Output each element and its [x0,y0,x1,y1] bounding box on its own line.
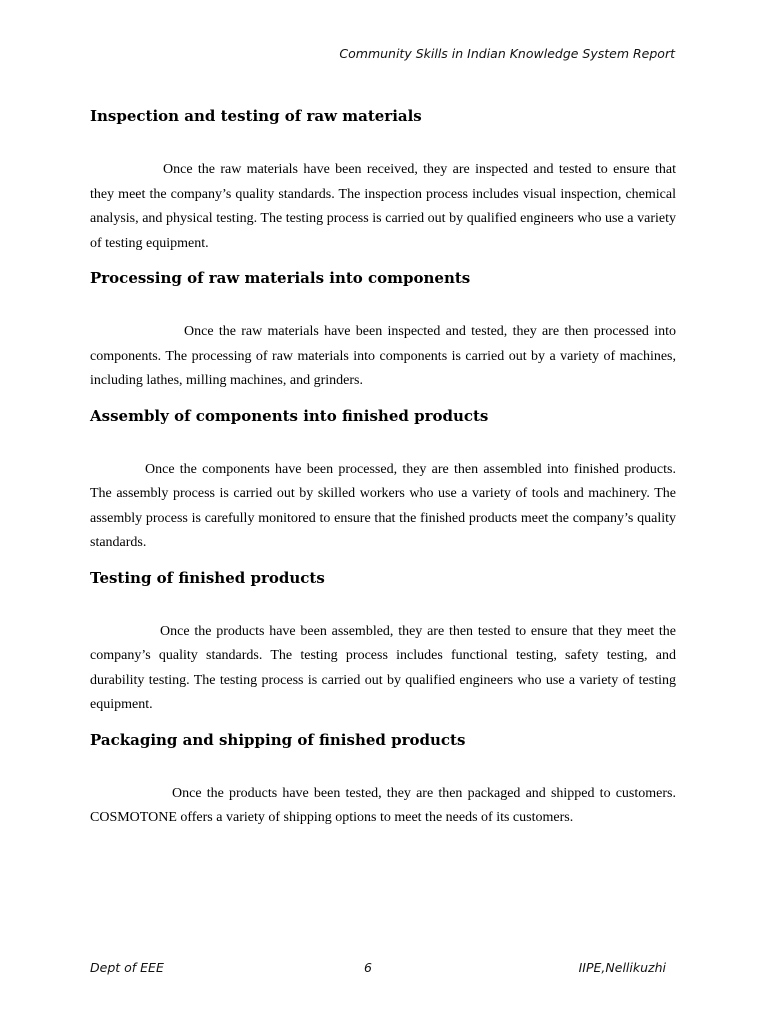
section-testing [90,566,676,718]
section-heading: Assembly of components into finished products [90,406,489,425]
section-paragraph: Once the raw materials have been received, they are inspected and tested to ensure that they meet the company’s quality standards. The inspection process includes visual inspection, chemical analysis, and physical testing. The testing process is carried out by qualified engineers who use a variety of testing equipment. [90,162,676,251]
footer-department: Dept of EEE [90,960,164,975]
section-heading: Packaging and shipping of finished products [90,730,466,749]
section-paragraph: Once the products have been assembled, they are then tested to ensure that they meet the company’s quality standards. The testing process includes functional testing, safety testing, and durability testing. The testing process is carried out by qualified engineers who use a variety of testing equipment. [90,623,676,712]
running-header: Community Skills in Indian Knowledge System Report [339,46,675,61]
page-number: 6 [364,960,372,975]
section-paragraph: Once the components have been processed, they are then assembled into finished products. The assembly process is carried out by skilled workers who use a variety of tools and machinery. The assembly process is carefully monitored to ensure that the finished products meet the company’s quality standards. [90,461,676,550]
section-heading: Inspection and testing of raw materials [90,107,422,125]
section-packaging [90,728,676,831]
section-paragraph: Once the raw materials have been inspected and tested, they are then processed into components. The processing of raw materials into components is carried out by a variety of machines, including lathes, milling machines, and grinders. [90,324,676,388]
section-paragraph: Once the products have been tested, they are then packaged and shipped to customers. COSMOTONE offers a variety of shipping options to meet the needs of its customers. [90,785,676,825]
section-assembly [90,404,676,556]
section-heading: Testing of finished products [90,568,325,587]
footer-institution: IIPE,Nellikuzhi [578,960,666,975]
section-processing [90,266,676,394]
section-heading: Processing of raw materials into components [90,269,471,287]
page-content [90,104,676,841]
section-inspection [90,104,676,256]
